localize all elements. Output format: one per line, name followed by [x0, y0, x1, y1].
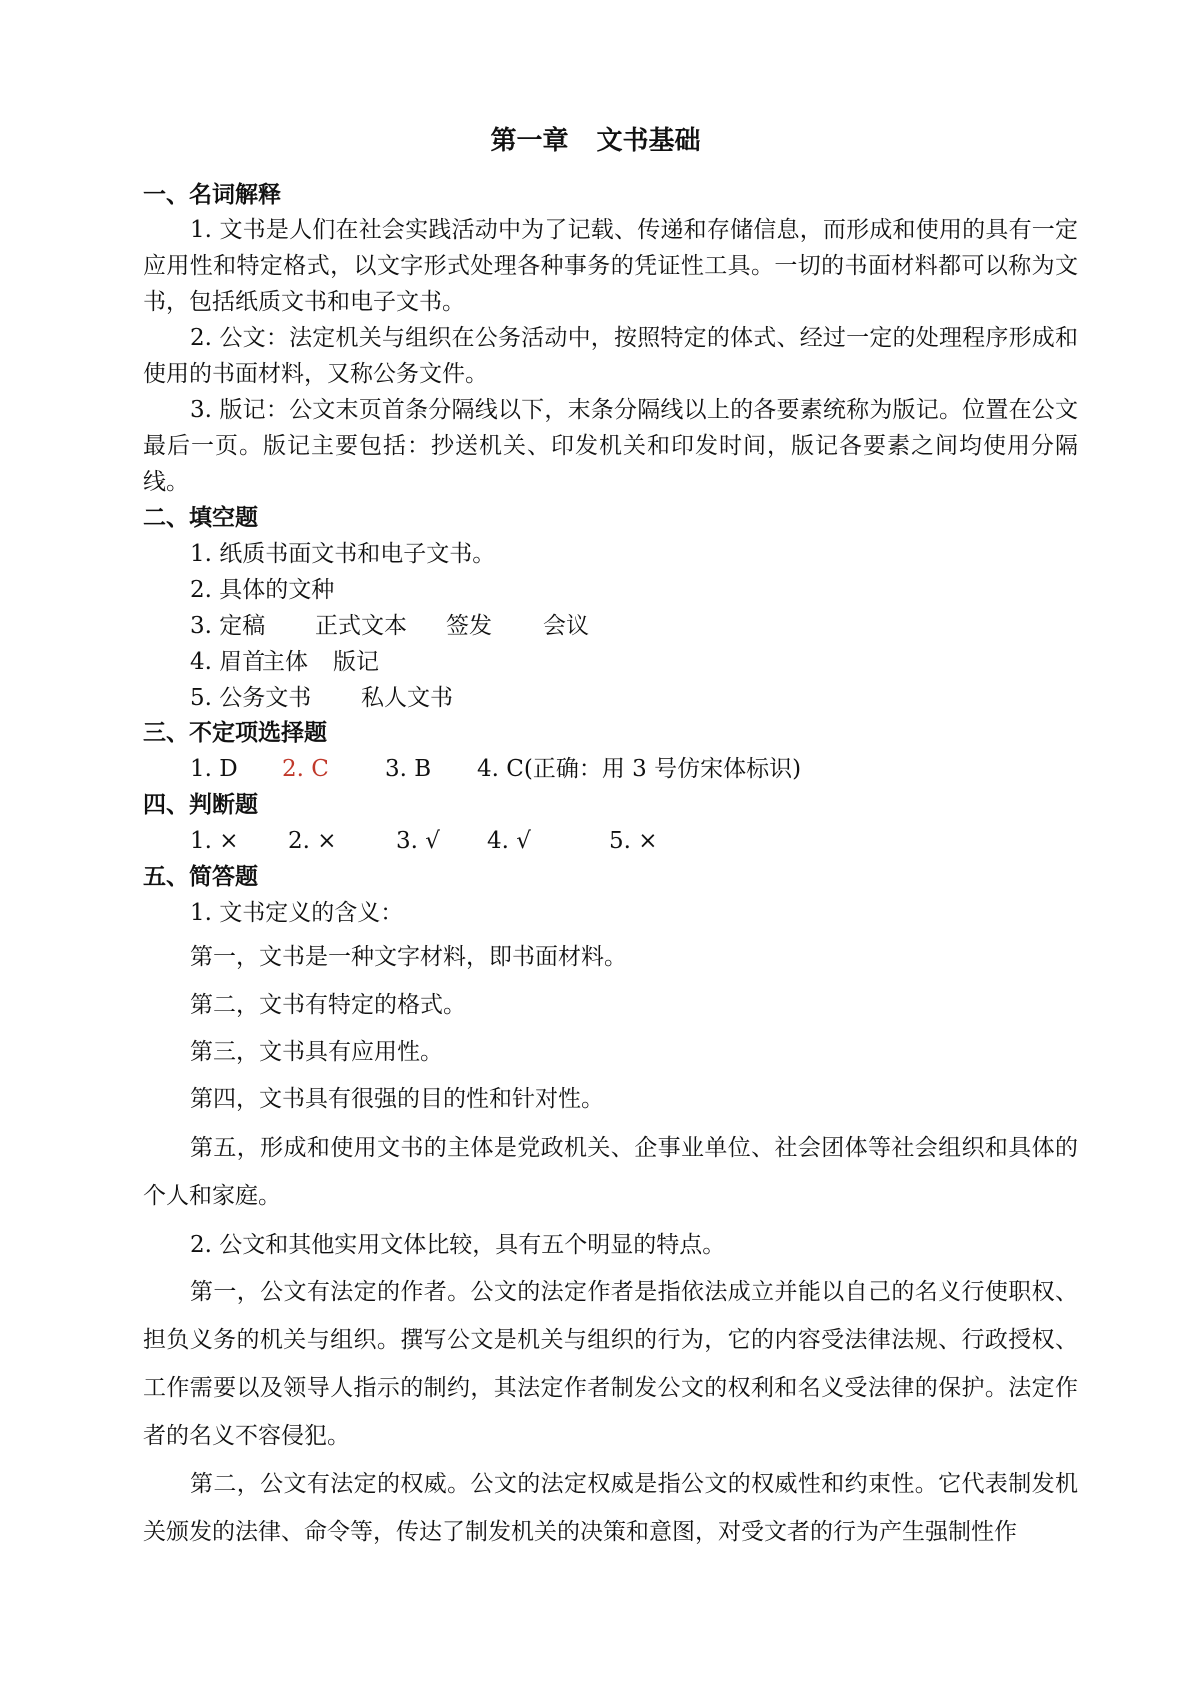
short-answer-point: 第三，文书具有应用性。: [190, 1039, 443, 1065]
short-answer-point: 第一，公文有法定的作者。公文的法定作者是指依法成立并能以自己的名义行使职权、担负义务的机关与组织。撰写公文是机关与组织的行为，它的内容受法律法规、行政授权、工作需要以及领导人指示的制约，其法定作者制发公文的权利和名义受法律的保护。法定作者的名义不容侵犯。: [143, 1279, 1078, 1449]
short-answer-question-2: 2. 公文和其他实用文体比较，具有五个明显的特点。: [190, 1232, 726, 1258]
short-answer-point: 第二，公文有法定的权威。公文的法定权威是指公文的权威性和约束性。它代表制发机关颁发的法律、命令等，传达了制发机关的决策和意图，对受文者的行为产生强制性作: [143, 1471, 1078, 1545]
term-definition-2: 2. 公文：法定机关与组织在公务活动中，按照特定的体式、经过一定的处理程序形成和使用的书面材料，又称公务文件。: [143, 325, 1078, 387]
fill-blank-answer-3: [190, 609, 589, 643]
judgment-answer-2: 2. ×: [288, 828, 337, 854]
term-definition-1: 1. 文书是人们在社会实践活动中为了记载、传递和存储信息，而形成和使用的具有一定应用性和特定格式，以文字形式处理各种事务的凭证性工具。一切的书面材料都可以称为文书，包括纸质文书和电子文书。: [143, 217, 1078, 315]
answer-part: 私人文书: [361, 685, 453, 711]
choice-answer-1: 1. D: [190, 756, 238, 782]
choice-answer-3: 3. B: [385, 756, 432, 782]
fill-blank-answer-2: 2. 具体的文种: [190, 577, 335, 603]
judgment-answer-5: 5. ×: [609, 828, 658, 854]
chapter-name: 文书基础: [596, 126, 701, 156]
section-heading-fill-blank: 二、填空题: [143, 505, 258, 531]
chapter-number: 第一章: [490, 126, 569, 156]
answer-part: 5. 公务文书: [190, 685, 312, 711]
short-answer-point: 第一，文书是一种文字材料，即书面材料。: [190, 944, 627, 970]
answer-part: 主体: [262, 649, 308, 675]
choice-answer-4: 4. C(正确：用 3 号仿宋体标识): [477, 756, 802, 782]
answer-part: 4. 眉首: [190, 649, 266, 675]
judgment-answer-3: 3. √: [396, 828, 440, 854]
judgment-answer-1: 1. ×: [190, 828, 239, 854]
short-answer-point: 第二，文书有特定的格式。: [190, 992, 466, 1018]
term-definition-3: 3. 版记：公文末页首条分隔线以下，末条分隔线以上的各要素统称为版记。位置在公文最后一页。版记主要包括：抄送机关、印发机关和印发时间，版记各要素之间均使用分隔线。: [143, 397, 1078, 495]
answer-part: 版记: [333, 649, 379, 675]
true-false-answers: [190, 824, 658, 858]
section-heading-multiple-choice: 三、不定项选择题: [143, 720, 327, 746]
answer-part: 会议: [543, 613, 589, 639]
short-answer-question-1: 1. 文书定义的含义：: [190, 900, 404, 926]
choice-answer-2: 2. C: [282, 756, 329, 782]
section-heading-short-answer: 五、简答题: [143, 864, 258, 890]
answer-part: 正式文本: [315, 613, 407, 639]
fill-blank-answer-4: [190, 645, 379, 679]
section-heading-terms: 一、名词解释: [143, 182, 281, 208]
fill-blank-answer-5: [190, 681, 453, 715]
multiple-choice-answers: [190, 752, 801, 786]
answer-part: 3. 定稿: [190, 613, 266, 639]
judgment-answer-4: 4. √: [487, 828, 531, 854]
short-answer-point: 第四，文书具有很强的目的性和针对性。: [190, 1086, 604, 1112]
fill-blank-answer-1: 1. 纸质书面文书和电子文书。: [190, 541, 496, 567]
answer-part: 签发: [446, 613, 492, 639]
chapter-title: [0, 124, 1191, 158]
short-answer-point: 第五，形成和使用文书的主体是党政机关、企事业单位、社会团体等社会组织和具体的个人和家庭。: [143, 1135, 1078, 1209]
section-heading-true-false: 四、判断题: [143, 792, 258, 818]
